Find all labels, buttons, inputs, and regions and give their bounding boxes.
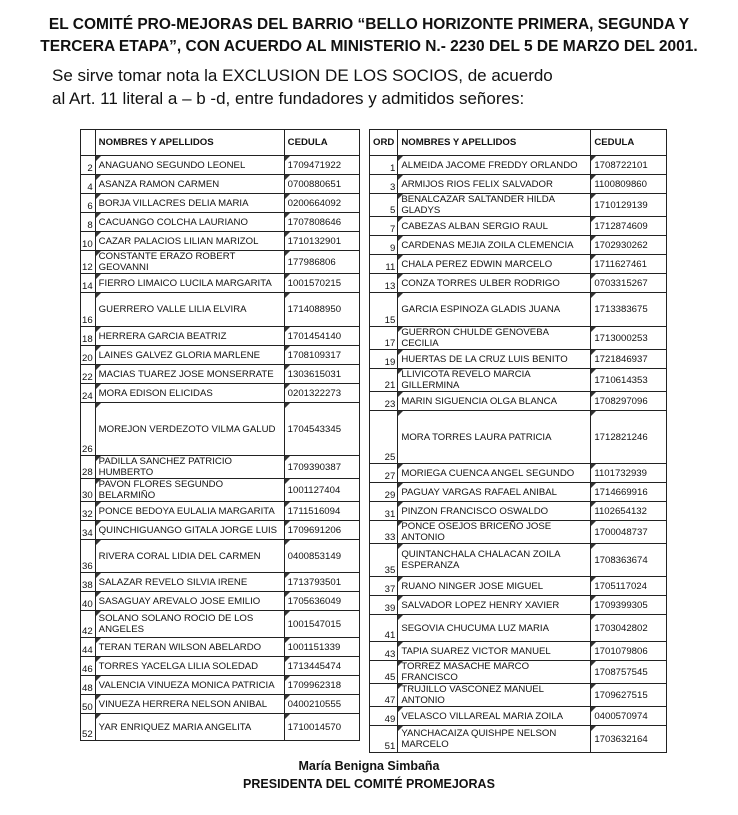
document-heading <box>0 14 738 58</box>
table-row <box>370 577 667 596</box>
member-name: CABEZAS ALBAN SERGIO RAUL <box>398 217 591 236</box>
member-cedula: 1709691206 <box>284 521 359 540</box>
right-table-body <box>370 156 667 753</box>
table-row <box>370 327 667 350</box>
member-cedula: 1702930262 <box>591 236 667 255</box>
row-number: 8 <box>81 213 96 232</box>
row-number: 11 <box>370 255 398 274</box>
table-row <box>81 657 360 676</box>
member-name: LAINES GALVEZ GLORIA MARLENE <box>95 346 284 365</box>
table-header-row <box>370 130 667 156</box>
member-name: TORRES YACELGA LILIA SOLEDAD <box>95 657 284 676</box>
member-cedula: 0400853149 <box>284 540 359 573</box>
member-cedula: 1708722101 <box>591 156 667 175</box>
row-number: 7 <box>370 217 398 236</box>
table-row <box>370 726 667 753</box>
member-cedula: 1713000253 <box>591 327 667 350</box>
signature-block <box>0 757 738 793</box>
member-cedula: 1708109317 <box>284 346 359 365</box>
table-row <box>370 502 667 521</box>
row-number: 15 <box>370 293 398 327</box>
row-number: 28 <box>81 456 96 479</box>
table-row <box>81 156 360 175</box>
table-row <box>81 479 360 502</box>
row-number: 1 <box>370 156 398 175</box>
table-row <box>370 544 667 577</box>
table-header-row <box>81 130 360 156</box>
member-cedula: 0700880651 <box>284 175 359 194</box>
table-row <box>370 684 667 707</box>
member-cedula: 0400210555 <box>284 695 359 714</box>
member-cedula: 1710132901 <box>284 232 359 251</box>
row-number: 29 <box>370 483 398 502</box>
member-cedula: 1709471922 <box>284 156 359 175</box>
member-cedula: 1713383675 <box>591 293 667 327</box>
row-number: 44 <box>81 638 96 657</box>
member-cedula: 1713445474 <box>284 657 359 676</box>
table-row <box>370 707 667 726</box>
member-name: ARMIJOS RIOS FELIX SALVADOR <box>398 175 591 194</box>
row-number: 10 <box>81 232 96 251</box>
member-cedula: 177986806 <box>284 251 359 274</box>
member-name: MACIAS TUAREZ JOSE MONSERRATE <box>95 365 284 384</box>
member-cedula: 1100809860 <box>591 175 667 194</box>
member-name: SASAGUAY AREVALO JOSE EMILIO <box>95 592 284 611</box>
intro-line-2: al Art. 11 literal a – b -d, entre fundadores y admitidos señores: <box>52 89 525 108</box>
signature-title: PRESIDENTA DEL COMITÉ PROMEJORAS <box>243 777 495 791</box>
table-row <box>81 327 360 346</box>
table-row <box>81 573 360 592</box>
member-name: RUANO NINGER JOSE MIGUEL <box>398 577 591 596</box>
member-name: CAZAR PALACIOS LILIAN MARIZOL <box>95 232 284 251</box>
row-number: 6 <box>81 194 96 213</box>
member-cedula: 1721846937 <box>591 350 667 369</box>
row-number: 47 <box>370 684 398 707</box>
row-number: 50 <box>81 695 96 714</box>
row-number: 17 <box>370 327 398 350</box>
row-number: 25 <box>370 411 398 464</box>
table-row <box>370 175 667 194</box>
heading-line-2: TERCERA ETAPA”, CON ACUERDO AL MINISTERIO N.- 2230 DEL 5 DE MARZO DEL 2001. <box>40 38 698 55</box>
table-row <box>370 217 667 236</box>
table-row <box>370 661 667 684</box>
row-number: 20 <box>81 346 96 365</box>
member-name: HUERTAS DE LA CRUZ LUIS BENITO <box>398 350 591 369</box>
member-name: PONCE OSEJOS BRICEÑO JOSE ANTONIO <box>398 521 591 544</box>
table-row <box>370 156 667 175</box>
table-row <box>81 194 360 213</box>
member-name: ALMEIDA JACOME FREDDY ORLANDO <box>398 156 591 175</box>
left-members-table <box>80 129 360 741</box>
table-row <box>81 540 360 573</box>
member-cedula: 1709627515 <box>591 684 667 707</box>
row-number: 34 <box>81 521 96 540</box>
member-cedula: 1713793501 <box>284 573 359 592</box>
member-cedula: 1709399305 <box>591 596 667 615</box>
member-name: SALVADOR LOPEZ HENRY XAVIER <box>398 596 591 615</box>
row-number: 39 <box>370 596 398 615</box>
signature-name: María Benigna Simbaña <box>298 759 440 773</box>
member-cedula: 1712821246 <box>591 411 667 464</box>
row-number: 51 <box>370 726 398 753</box>
table-row <box>370 596 667 615</box>
header-name: NOMBRES Y APELLIDOS <box>95 130 284 156</box>
table-row <box>81 293 360 327</box>
row-number: 30 <box>81 479 96 502</box>
table-row <box>81 213 360 232</box>
member-name: ASANZA RAMON CARMEN <box>95 175 284 194</box>
member-name: FIERRO LIMAICO LUCILA MARGARITA <box>95 274 284 293</box>
table-row <box>370 293 667 327</box>
member-cedula: 1705117024 <box>591 577 667 596</box>
row-number: 32 <box>81 502 96 521</box>
row-number: 5 <box>370 194 398 217</box>
member-cedula: 1704543345 <box>284 403 359 456</box>
row-number: 48 <box>81 676 96 695</box>
table-row <box>370 411 667 464</box>
member-cedula: 1710014570 <box>284 714 359 741</box>
header-ord: ORD <box>370 130 398 156</box>
member-cedula: 1708297096 <box>591 392 667 411</box>
member-name: PAGUAY VARGAS RAFAEL ANIBAL <box>398 483 591 502</box>
table-row <box>370 642 667 661</box>
member-cedula: 0400570974 <box>591 707 667 726</box>
row-number: 43 <box>370 642 398 661</box>
member-name: YAR ENRIQUEZ MARIA ANGELITA <box>95 714 284 741</box>
table-row <box>81 611 360 638</box>
row-number: 12 <box>81 251 96 274</box>
row-number: 21 <box>370 369 398 392</box>
member-name: LLIVICOTA REVELO MARCIA GILLERMINA <box>398 369 591 392</box>
heading-line-1: EL COMITÉ PRO-MEJORAS DEL BARRIO “BELLO HORIZONTE PRIMERA, SEGUNDA Y <box>48 16 690 33</box>
member-name: MORIEGA CUENCA ANGEL SEGUNDO <box>398 464 591 483</box>
table-row <box>81 456 360 479</box>
table-row <box>370 255 667 274</box>
member-cedula: 1303615031 <box>284 365 359 384</box>
member-cedula: 1714088950 <box>284 293 359 327</box>
row-number: 40 <box>81 592 96 611</box>
member-name: MORA EDISON ELICIDAS <box>95 384 284 403</box>
member-cedula: 1707808646 <box>284 213 359 232</box>
member-name: HERRERA GARCIA BEATRIZ <box>95 327 284 346</box>
row-number: 4 <box>81 175 96 194</box>
table-row <box>370 369 667 392</box>
table-row <box>81 695 360 714</box>
header-name: NOMBRES Y APELLIDOS <box>398 130 591 156</box>
member-cedula: 1701079806 <box>591 642 667 661</box>
table-row <box>81 592 360 611</box>
member-name: PADILLA SANCHEZ PATRICIO HUMBERTO <box>95 456 284 479</box>
row-number: 19 <box>370 350 398 369</box>
intro-line-1: Se sirve tomar nota la EXCLUSION DE LOS SOCIOS, de acuerdo <box>52 66 553 85</box>
intro-text <box>52 64 702 110</box>
member-name: CACUANGO COLCHA LAURIANO <box>95 213 284 232</box>
row-number: 35 <box>370 544 398 577</box>
table-row <box>81 521 360 540</box>
right-members-table <box>369 129 667 753</box>
member-name: QUINTANCHALA CHALACAN ZOILA ESPERANZA <box>398 544 591 577</box>
table-row <box>370 392 667 411</box>
member-cedula: 1711516094 <box>284 502 359 521</box>
member-name: CONZA TORRES ULBER RODRIGO <box>398 274 591 293</box>
row-number: 45 <box>370 661 398 684</box>
left-table-body <box>81 156 360 741</box>
row-number: 41 <box>370 615 398 642</box>
member-cedula: 1001151339 <box>284 638 359 657</box>
member-cedula: 1709390387 <box>284 456 359 479</box>
member-cedula: 1710129139 <box>591 194 667 217</box>
row-number: 37 <box>370 577 398 596</box>
header-cedula: CEDULA <box>284 130 359 156</box>
member-name: CHALA PEREZ EDWIN MARCELO <box>398 255 591 274</box>
member-cedula: 1708757545 <box>591 661 667 684</box>
table-row <box>81 403 360 456</box>
member-name: CONSTANTE ERAZO ROBERT GEOVANNI <box>95 251 284 274</box>
table-row <box>370 464 667 483</box>
member-name: TERAN TERAN WILSON ABELARDO <box>95 638 284 657</box>
member-name: CARDENAS MEJIA ZOILA CLEMENCIA <box>398 236 591 255</box>
row-number: 42 <box>81 611 96 638</box>
row-number: 31 <box>370 502 398 521</box>
member-name: MARIN SIGUENCIA OLGA BLANCA <box>398 392 591 411</box>
row-number: 23 <box>370 392 398 411</box>
member-cedula: 1710614353 <box>591 369 667 392</box>
member-cedula: 0703315267 <box>591 274 667 293</box>
row-number: 26 <box>81 403 96 456</box>
member-name: MORA TORRES LAURA PATRICIA <box>398 411 591 464</box>
table-row <box>370 483 667 502</box>
row-number: 3 <box>370 175 398 194</box>
member-cedula: 1001570215 <box>284 274 359 293</box>
member-cedula: 1703042802 <box>591 615 667 642</box>
header-num <box>81 130 96 156</box>
member-name: PONCE BEDOYA EULALIA MARGARITA <box>95 502 284 521</box>
member-name: BENALCAZAR SALTANDER HILDA GLADYS <box>398 194 591 217</box>
row-number: 49 <box>370 707 398 726</box>
member-name: MOREJON VERDEZOTO VILMA GALUD <box>95 403 284 456</box>
table-row <box>81 714 360 741</box>
member-name: ANAGUANO SEGUNDO LEONEL <box>95 156 284 175</box>
member-cedula: 1709962318 <box>284 676 359 695</box>
member-name: SOLANO SOLANO ROCIO DE LOS ANGELES <box>95 611 284 638</box>
row-number: 27 <box>370 464 398 483</box>
table-row <box>370 236 667 255</box>
table-row <box>81 365 360 384</box>
member-cedula: 1708363674 <box>591 544 667 577</box>
member-cedula: 0200664092 <box>284 194 359 213</box>
member-name: BORJA VILLACRES DELIA MARIA <box>95 194 284 213</box>
member-cedula: 1705636049 <box>284 592 359 611</box>
table-row <box>81 274 360 293</box>
row-number: 52 <box>81 714 96 741</box>
member-name: YANCHACAIZA QUISHPE NELSON MARCELO <box>398 726 591 753</box>
table-row <box>370 521 667 544</box>
member-name: TAPIA SUAREZ VICTOR MANUEL <box>398 642 591 661</box>
row-number: 9 <box>370 236 398 255</box>
member-name: QUINCHIGUANGO GITALA JORGE LUIS <box>95 521 284 540</box>
row-number: 46 <box>81 657 96 676</box>
row-number: 2 <box>81 156 96 175</box>
member-name: VINUEZA HERRERA NELSON ANIBAL <box>95 695 284 714</box>
row-number: 24 <box>81 384 96 403</box>
member-cedula: 1703632164 <box>591 726 667 753</box>
member-cedula: 1700048737 <box>591 521 667 544</box>
header-cedula: CEDULA <box>591 130 667 156</box>
member-name: TORREZ MASACHE MARCO FRANCISCO <box>398 661 591 684</box>
table-row <box>81 346 360 365</box>
table-row <box>81 638 360 657</box>
member-name: VALENCIA VINUEZA MONICA PATRICIA <box>95 676 284 695</box>
table-row <box>81 384 360 403</box>
row-number: 33 <box>370 521 398 544</box>
table-row <box>370 350 667 369</box>
row-number: 38 <box>81 573 96 592</box>
member-name: PAVON FLORES SEGUNDO BELARMIÑO <box>95 479 284 502</box>
table-row <box>370 615 667 642</box>
member-name: GUERRERO VALLE LILIA ELVIRA <box>95 293 284 327</box>
table-row <box>370 274 667 293</box>
row-number: 36 <box>81 540 96 573</box>
member-name: TRUJILLO VASCONEZ MANUEL ANTONIO <box>398 684 591 707</box>
row-number: 16 <box>81 293 96 327</box>
member-cedula: 1101732939 <box>591 464 667 483</box>
member-cedula: 1712874609 <box>591 217 667 236</box>
member-name: RIVERA CORAL LIDIA DEL CARMEN <box>95 540 284 573</box>
row-number: 22 <box>81 365 96 384</box>
member-name: SALAZAR REVELO SILVIA IRENE <box>95 573 284 592</box>
member-cedula: 1714669916 <box>591 483 667 502</box>
table-row <box>81 251 360 274</box>
member-cedula: 1001127404 <box>284 479 359 502</box>
table-row <box>81 676 360 695</box>
table-row <box>370 194 667 217</box>
member-cedula: 1102654132 <box>591 502 667 521</box>
row-number: 14 <box>81 274 96 293</box>
member-cedula: 1711627461 <box>591 255 667 274</box>
table-row <box>81 502 360 521</box>
member-cedula: 0201322273 <box>284 384 359 403</box>
member-name: GARCIA ESPINOZA GLADIS JUANA <box>398 293 591 327</box>
member-name: SEGOVIA CHUCUMA LUZ MARIA <box>398 615 591 642</box>
row-number: 18 <box>81 327 96 346</box>
member-name: GUERRON CHULDE GENOVEBA CECILIA <box>398 327 591 350</box>
member-name: VELASCO VILLAREAL MARIA ZOILA <box>398 707 591 726</box>
member-cedula: 1001547015 <box>284 611 359 638</box>
table-row <box>81 175 360 194</box>
member-cedula: 1701454140 <box>284 327 359 346</box>
member-name: PINZON FRANCISCO OSWALDO <box>398 502 591 521</box>
row-number: 13 <box>370 274 398 293</box>
table-row <box>81 232 360 251</box>
